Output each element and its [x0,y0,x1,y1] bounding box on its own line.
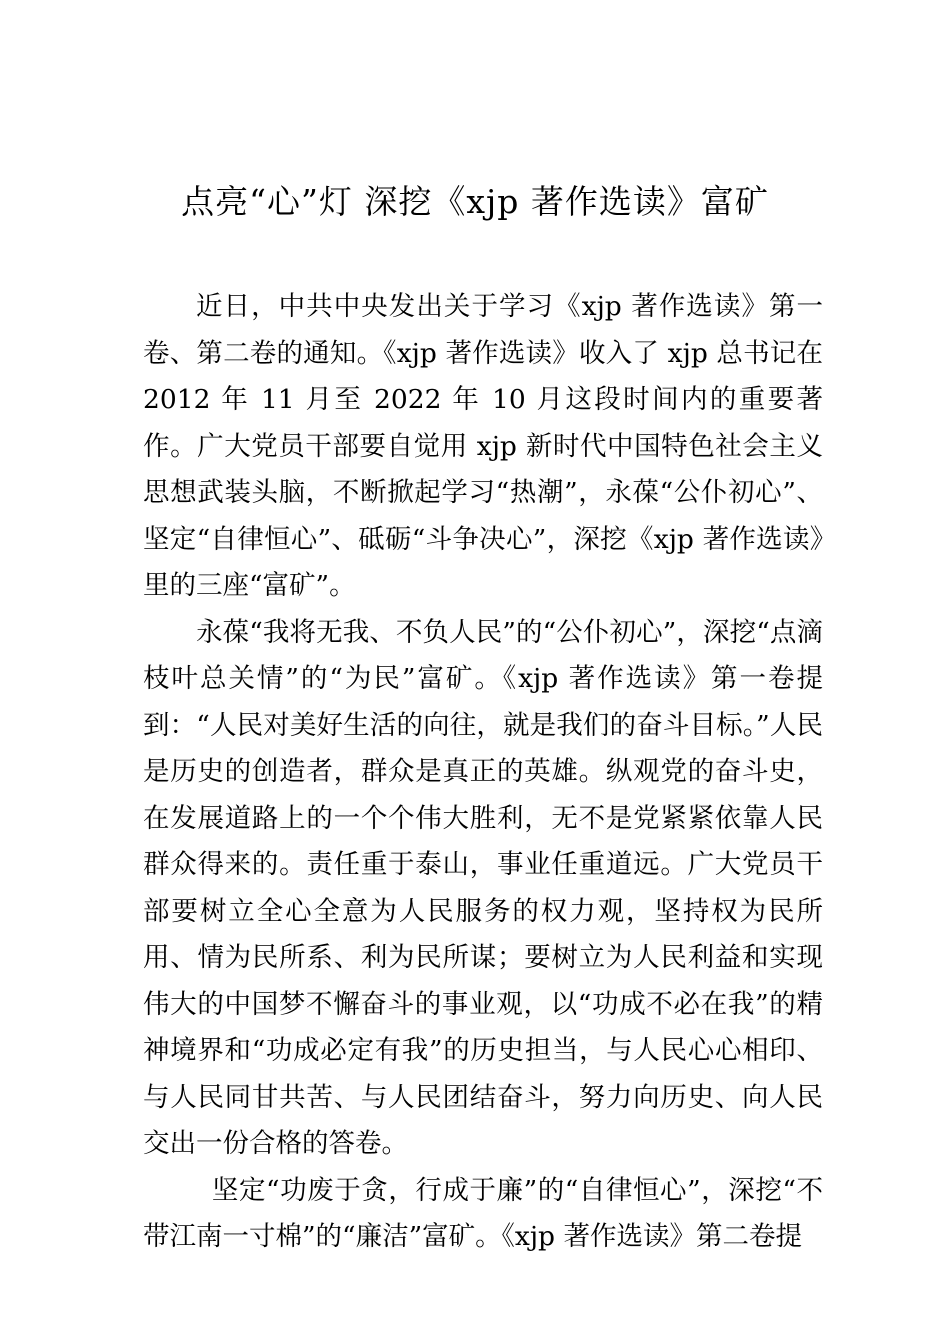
paragraph-intro: 近日，中共中央发出关于学习《xjp 著作选读》第一卷、第二卷的通知。《xjp 著作选读》收入了 xjp 总书记在 2012 年 11 月至 2022 年 10 月这段时间内的重要著作。广大党员干部要自觉用 xjp 新时代中国特色社会主义思想武装头脑，不断掀起学习“热潮”，永葆“公仆初心”、坚定“自律恒心”、砥砺“斗争决心”，深挖《xjp 著作选读》里的三座“富矿”。 [143,291,823,601]
paragraph-public-servant: 永葆“我将无我、不负人民”的“公仆初心”，深挖“点滴枝叶总关情”的“为民”富矿。《xjp 著作选读》第一卷提到：“人民对美好生活的向往，就是我们的奋斗目标。”人民是历史的创造者，群众是真正的英雄。纵观党的奋斗史，在发展道路上的一个个伟大胜利，无不是党紧紧依靠人民群众得来的。责任重于泰山，事业任重道远。广大党员干部要树立全心全意为人民服务的权力观，坚持权为民所用、情为民所系、利为民所谋；要树立为人民利益和实现伟大的中国梦不懈奋斗的事业观，以“功成不必在我”的精神境界和“功成必定有我”的历史担当，与人民心心相印、与人民同甘共苦、与人民团结奋斗，努力向历史、向人民交出一份合格的答卷。 [143,616,823,1159]
document-body [143,284,823,1261]
paragraph-self-discipline: 坚定“功废于贪，行成于廉”的“自律恒心”，深挖“不带江南一寸棉”的“廉洁”富矿。《xjp 著作选读》第二卷提 [143,1174,823,1252]
document-title: 点亮“心”灯 深挖《xjp 著作选读》富矿 [181,182,769,221]
